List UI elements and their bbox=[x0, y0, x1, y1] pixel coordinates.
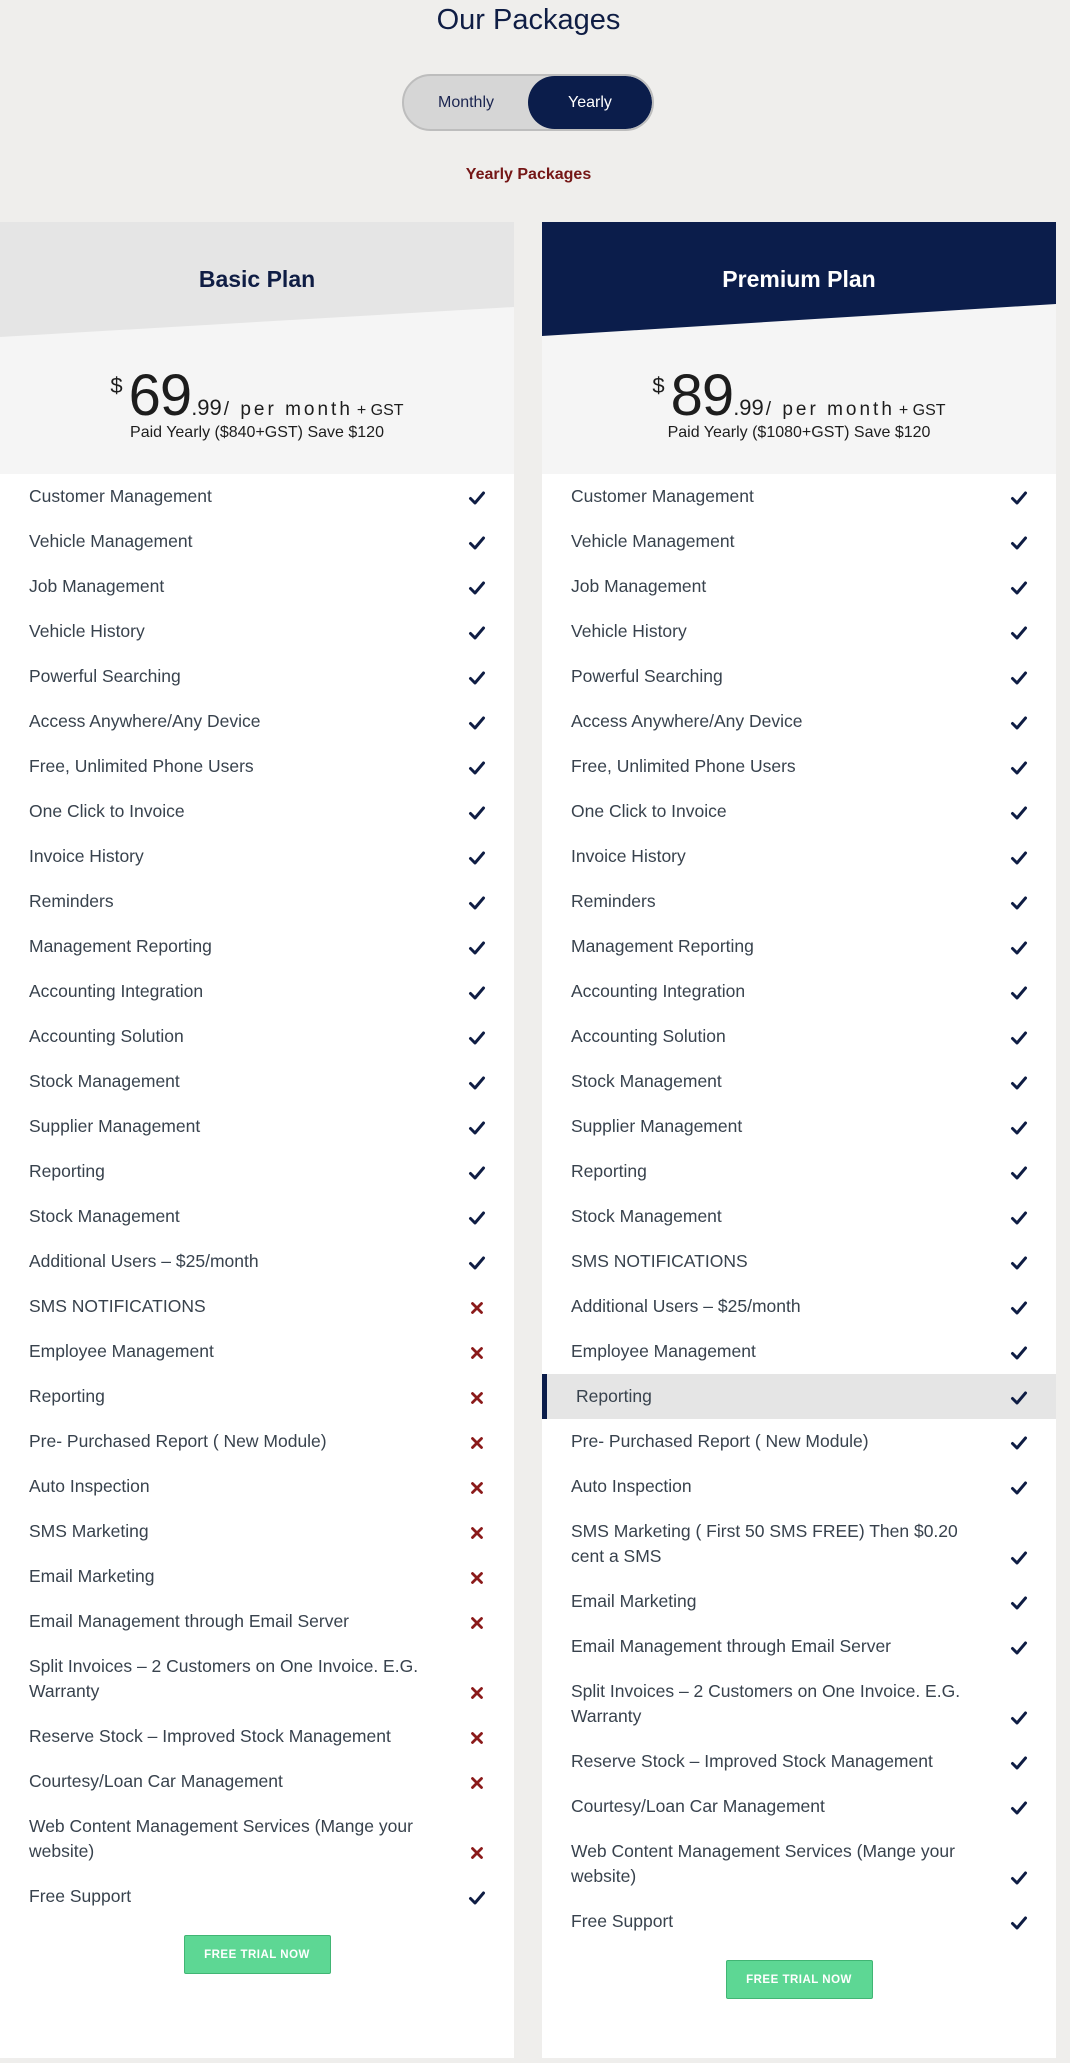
cross-icon bbox=[468, 1479, 486, 1497]
check-icon bbox=[1010, 1799, 1028, 1817]
cross-icon bbox=[468, 1684, 486, 1702]
check-icon bbox=[468, 984, 486, 1002]
check-icon bbox=[1010, 804, 1028, 822]
feature-label: Web Content Management Services (Mange your website) bbox=[29, 1816, 413, 1861]
feature-item bbox=[542, 1239, 1056, 1284]
check-icon bbox=[1010, 1869, 1028, 1887]
feature-item bbox=[542, 1784, 1056, 1829]
yearly-toggle-button[interactable]: Yearly bbox=[528, 76, 652, 129]
feature-item bbox=[0, 1874, 514, 1919]
check-icon bbox=[468, 939, 486, 957]
feature-label: Management Reporting bbox=[571, 936, 754, 956]
feature-item bbox=[542, 1014, 1056, 1059]
feature-item bbox=[0, 609, 514, 654]
feature-item bbox=[0, 1329, 514, 1374]
feature-label: Free Support bbox=[29, 1886, 132, 1906]
feature-label: SMS NOTIFICATIONS bbox=[571, 1251, 748, 1271]
feature-item bbox=[542, 1374, 1056, 1419]
feature-label: Pre- Purchased Report ( New Module) bbox=[29, 1431, 327, 1451]
page-title: Our Packages bbox=[436, 4, 621, 36]
feature-item bbox=[542, 474, 1056, 519]
feature-label: Email Management through Email Server bbox=[29, 1611, 350, 1631]
feature-label: Split Invoices – 2 Customers on One Invoice. E.G. Warranty bbox=[29, 1656, 419, 1701]
check-icon bbox=[1010, 1434, 1028, 1452]
price-gst: + GST bbox=[898, 402, 946, 419]
feature-item bbox=[0, 1464, 514, 1509]
feature-label: Email Marketing bbox=[29, 1566, 155, 1586]
feature-label: Reminders bbox=[571, 891, 656, 911]
plan-price bbox=[0, 362, 514, 429]
cross-icon bbox=[468, 1614, 486, 1632]
feature-label: SMS Marketing bbox=[29, 1521, 149, 1541]
check-icon bbox=[1010, 759, 1028, 777]
feature-label: Employee Management bbox=[571, 1341, 756, 1361]
packages-subtitle: Yearly Packages bbox=[465, 166, 592, 183]
feature-item bbox=[542, 1464, 1056, 1509]
feature-label: Reporting bbox=[29, 1386, 105, 1406]
check-icon bbox=[1010, 1074, 1028, 1092]
feature-item bbox=[542, 1419, 1056, 1464]
check-icon bbox=[468, 579, 486, 597]
feature-item bbox=[0, 654, 514, 699]
feature-label: Stock Management bbox=[29, 1071, 180, 1091]
check-icon bbox=[1010, 1549, 1028, 1567]
cross-icon bbox=[468, 1569, 486, 1587]
feature-label: Vehicle Management bbox=[571, 531, 735, 551]
feature-item bbox=[542, 1284, 1056, 1329]
check-icon bbox=[468, 894, 486, 912]
plan-name: Basic Plan bbox=[198, 266, 316, 292]
feature-label: Vehicle History bbox=[29, 621, 145, 641]
feature-item bbox=[542, 1329, 1056, 1374]
feature-item bbox=[0, 924, 514, 969]
feature-item bbox=[542, 609, 1056, 654]
feature-list bbox=[0, 474, 514, 1919]
feature-item bbox=[0, 699, 514, 744]
price-currency: $ bbox=[652, 373, 665, 398]
feature-label: Invoice History bbox=[29, 846, 144, 866]
premium-plan-card bbox=[542, 222, 1056, 2058]
feature-item bbox=[542, 1149, 1056, 1194]
feature-label: One Click to Invoice bbox=[29, 801, 185, 821]
feature-item bbox=[0, 969, 514, 1014]
check-icon bbox=[468, 1254, 486, 1272]
feature-item bbox=[0, 1509, 514, 1554]
plan-price bbox=[542, 362, 1056, 429]
feature-item bbox=[542, 1669, 1056, 1739]
feature-label: Vehicle Management bbox=[29, 531, 193, 551]
feature-label: Job Management bbox=[29, 576, 165, 596]
feature-label: Accounting Solution bbox=[571, 1026, 726, 1046]
check-icon bbox=[1010, 1119, 1028, 1137]
check-icon bbox=[1010, 1344, 1028, 1362]
feature-label: Auto Inspection bbox=[29, 1476, 150, 1496]
free-trial-button[interactable]: FREE TRIAL NOW bbox=[726, 1960, 873, 1999]
feature-item bbox=[0, 1599, 514, 1644]
feature-item bbox=[542, 1059, 1056, 1104]
feature-item bbox=[0, 1239, 514, 1284]
check-icon bbox=[1010, 1639, 1028, 1657]
check-icon bbox=[468, 849, 486, 867]
price-currency: $ bbox=[110, 373, 123, 398]
feature-label: One Click to Invoice bbox=[571, 801, 727, 821]
feature-item bbox=[542, 969, 1056, 1014]
price-cents: .99 bbox=[191, 395, 222, 420]
check-icon bbox=[1010, 714, 1028, 732]
feature-item bbox=[542, 699, 1056, 744]
plan-header bbox=[0, 222, 514, 474]
feature-item bbox=[0, 1419, 514, 1464]
feature-label: Access Anywhere/Any Device bbox=[29, 711, 261, 731]
feature-item bbox=[0, 834, 514, 879]
feature-label: Accounting Integration bbox=[29, 981, 204, 1001]
check-icon bbox=[468, 1119, 486, 1137]
plan-name: Premium Plan bbox=[722, 266, 876, 292]
check-icon bbox=[1010, 894, 1028, 912]
price-period: / per month bbox=[223, 399, 353, 420]
check-icon bbox=[468, 669, 486, 687]
paid-yearly-note: Paid Yearly ($840+GST) Save $120 bbox=[130, 424, 384, 441]
feature-label: Email Management through Email Server bbox=[571, 1636, 892, 1656]
check-icon bbox=[1010, 1594, 1028, 1612]
feature-label: SMS Marketing ( First 50 SMS FREE) Then $0.20 cent a SMS bbox=[571, 1521, 958, 1566]
check-icon bbox=[1010, 1914, 1028, 1932]
feature-item bbox=[0, 1104, 514, 1149]
feature-label: Split Invoices – 2 Customers on One Invoice. E.G. Warranty bbox=[571, 1681, 961, 1726]
feature-item bbox=[542, 744, 1056, 789]
check-icon bbox=[1010, 1389, 1028, 1407]
feature-label: Reporting bbox=[576, 1386, 652, 1406]
feature-item bbox=[0, 1059, 514, 1104]
feature-label: Additional Users – $25/month bbox=[29, 1251, 259, 1271]
check-icon bbox=[468, 489, 486, 507]
feature-item bbox=[0, 1714, 514, 1759]
feature-item bbox=[0, 1644, 514, 1714]
price-period: / per month bbox=[765, 399, 895, 420]
check-icon bbox=[468, 1074, 486, 1092]
check-icon bbox=[1010, 669, 1028, 687]
feature-label: Free, Unlimited Phone Users bbox=[29, 756, 254, 776]
feature-item bbox=[542, 834, 1056, 879]
feature-item bbox=[542, 789, 1056, 834]
feature-item bbox=[0, 1759, 514, 1804]
feature-label: Reporting bbox=[571, 1161, 647, 1181]
feature-label: Powerful Searching bbox=[571, 666, 723, 686]
paid-yearly-note: Paid Yearly ($1080+GST) Save $120 bbox=[667, 424, 931, 441]
check-icon bbox=[468, 624, 486, 642]
feature-label: Vehicle History bbox=[571, 621, 687, 641]
feature-item bbox=[542, 519, 1056, 564]
feature-item bbox=[0, 744, 514, 789]
feature-label: Accounting Solution bbox=[29, 1026, 184, 1046]
check-icon bbox=[468, 534, 486, 552]
feature-item bbox=[542, 1739, 1056, 1784]
feature-label: Free Support bbox=[571, 1911, 674, 1931]
feature-item bbox=[0, 1014, 514, 1059]
billing-toggle bbox=[402, 74, 654, 131]
feature-label: Reserve Stock – Improved Stock Management bbox=[29, 1726, 391, 1746]
feature-item bbox=[0, 1149, 514, 1194]
feature-item bbox=[542, 654, 1056, 699]
feature-item bbox=[0, 1194, 514, 1239]
feature-label: Employee Management bbox=[29, 1341, 214, 1361]
feature-item bbox=[542, 1829, 1056, 1899]
feature-item bbox=[542, 1509, 1056, 1579]
check-icon bbox=[1010, 489, 1028, 507]
plan-header bbox=[542, 222, 1056, 474]
feature-label: Auto Inspection bbox=[571, 1476, 692, 1496]
check-icon bbox=[1010, 939, 1028, 957]
feature-label: Supplier Management bbox=[29, 1116, 201, 1136]
cross-icon bbox=[468, 1729, 486, 1747]
cross-icon bbox=[468, 1434, 486, 1452]
check-icon bbox=[1010, 1254, 1028, 1272]
feature-label: Courtesy/Loan Car Management bbox=[571, 1796, 825, 1816]
feature-label: Management Reporting bbox=[29, 936, 212, 956]
feature-label: Supplier Management bbox=[571, 1116, 743, 1136]
check-icon bbox=[1010, 1709, 1028, 1727]
feature-item bbox=[542, 1899, 1056, 1944]
check-icon bbox=[1010, 1479, 1028, 1497]
check-icon bbox=[1010, 579, 1028, 597]
check-icon bbox=[1010, 1164, 1028, 1182]
check-icon bbox=[1010, 534, 1028, 552]
cross-icon bbox=[468, 1344, 486, 1362]
feature-label: Pre- Purchased Report ( New Module) bbox=[571, 1431, 869, 1451]
check-icon bbox=[468, 759, 486, 777]
feature-label: Invoice History bbox=[571, 846, 686, 866]
feature-label: Powerful Searching bbox=[29, 666, 181, 686]
basic-plan-card bbox=[0, 222, 514, 2058]
free-trial-button[interactable]: FREE TRIAL NOW bbox=[184, 1935, 331, 1974]
feature-item bbox=[542, 879, 1056, 924]
feature-label: Customer Management bbox=[571, 486, 754, 506]
check-icon bbox=[468, 1209, 486, 1227]
check-icon bbox=[1010, 624, 1028, 642]
price-cents: .99 bbox=[733, 395, 764, 420]
feature-label: Stock Management bbox=[571, 1071, 722, 1091]
cross-icon bbox=[468, 1389, 486, 1407]
feature-label: Reporting bbox=[29, 1161, 105, 1181]
feature-label: Stock Management bbox=[571, 1206, 722, 1226]
feature-item bbox=[0, 474, 514, 519]
check-icon bbox=[1010, 1029, 1028, 1047]
feature-label: Customer Management bbox=[29, 486, 212, 506]
price-gst: + GST bbox=[356, 402, 404, 419]
feature-label: Accounting Integration bbox=[571, 981, 746, 1001]
price-amount: 69 bbox=[128, 363, 192, 428]
feature-item bbox=[0, 1554, 514, 1599]
check-icon bbox=[468, 1164, 486, 1182]
check-icon bbox=[1010, 1299, 1028, 1317]
feature-item bbox=[0, 879, 514, 924]
cross-icon bbox=[468, 1774, 486, 1792]
feature-label: Courtesy/Loan Car Management bbox=[29, 1771, 283, 1791]
feature-item bbox=[542, 924, 1056, 969]
check-icon bbox=[468, 804, 486, 822]
feature-item bbox=[0, 519, 514, 564]
feature-item bbox=[0, 1374, 514, 1419]
cross-icon bbox=[468, 1299, 486, 1317]
feature-label: SMS NOTIFICATIONS bbox=[29, 1296, 206, 1316]
price-amount: 89 bbox=[670, 363, 734, 428]
feature-list bbox=[542, 474, 1056, 1944]
feature-label: Email Marketing bbox=[571, 1591, 697, 1611]
feature-label: Access Anywhere/Any Device bbox=[571, 711, 803, 731]
feature-label: Stock Management bbox=[29, 1206, 180, 1226]
feature-item bbox=[0, 564, 514, 609]
feature-label: Web Content Management Services (Mange your website) bbox=[571, 1841, 955, 1886]
feature-item bbox=[0, 1804, 514, 1874]
check-icon bbox=[1010, 1209, 1028, 1227]
feature-item bbox=[0, 1284, 514, 1329]
feature-label: Job Management bbox=[571, 576, 707, 596]
cross-icon bbox=[468, 1844, 486, 1862]
feature-label: Additional Users – $25/month bbox=[571, 1296, 801, 1316]
check-icon bbox=[468, 714, 486, 732]
monthly-toggle-button[interactable]: Monthly bbox=[437, 93, 495, 111]
check-icon bbox=[468, 1889, 486, 1907]
check-icon bbox=[1010, 984, 1028, 1002]
cross-icon bbox=[468, 1524, 486, 1542]
feature-item bbox=[0, 789, 514, 834]
feature-label: Reminders bbox=[29, 891, 114, 911]
check-icon bbox=[1010, 849, 1028, 867]
feature-item bbox=[542, 564, 1056, 609]
feature-item bbox=[542, 1104, 1056, 1149]
feature-item bbox=[542, 1624, 1056, 1669]
feature-label: Free, Unlimited Phone Users bbox=[571, 756, 796, 776]
feature-item bbox=[542, 1579, 1056, 1624]
check-icon bbox=[468, 1029, 486, 1047]
feature-label: Reserve Stock – Improved Stock Management bbox=[571, 1751, 933, 1771]
feature-item bbox=[542, 1194, 1056, 1239]
check-icon bbox=[1010, 1754, 1028, 1772]
